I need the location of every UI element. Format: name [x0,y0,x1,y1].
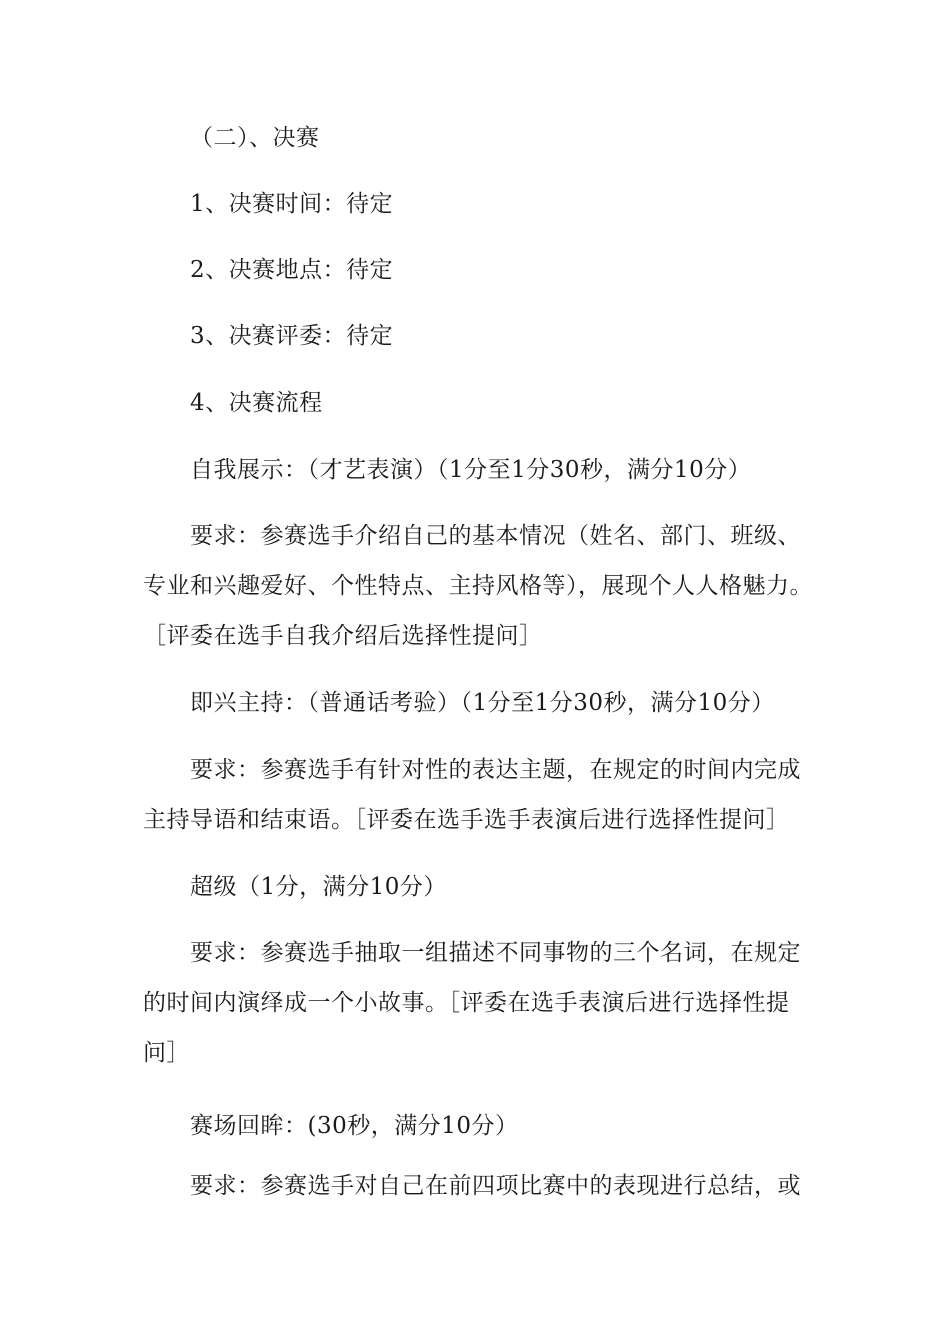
super-title: 超级（1分，满分10分） [190,874,447,900]
section-heading: （二）、决赛 [190,125,320,151]
item-final-location: 2、决赛地点：待定 [190,257,394,283]
impromptu-requirement-line-2: 主持导语和结束语。［评委在选手选手表演后进行选择性提问］ [143,807,790,833]
super-requirement-line-2: 的时间内演绎成一个小故事。［评委在选手表演后进行选择性提 [143,990,790,1016]
impromptu-title: 即兴主持：（普通话考验）（1分至1分30秒，满分10分） [190,690,775,716]
impromptu-requirement-line-1: 要求：参赛选手有针对性的表达主题，在规定的时间内完成 [190,757,801,783]
item-final-time: 1、决赛时间：待定 [190,191,394,217]
self-show-title: 自我展示：（才艺表演）（1分至1分30秒，满分10分） [190,457,752,483]
self-show-requirement-line-1: 要求：参赛选手介绍自己的基本情况（姓名、部门、班级、 [190,523,801,549]
review-requirement-line-1: 要求：参赛选手对自己在前四项比赛中的表现进行总结，或 [190,1173,801,1199]
item-final-process: 4、决赛流程 [190,390,323,416]
review-title: 赛场回眸：(30秒，满分10分） [190,1113,519,1139]
super-requirement-line-1: 要求：参赛选手抽取一组描述不同事物的三个名词，在规定 [190,940,801,966]
self-show-requirement-line-2: 专业和兴趣爱好、个性特点、主持风格等），展现个人人格魅力。 [143,573,813,599]
self-show-requirement-line-3: ［评委在选手自我介绍后选择性提问］ [143,623,543,649]
super-requirement-line-3: 问］ [143,1040,190,1066]
item-final-judges: 3、决赛评委：待定 [190,323,394,349]
